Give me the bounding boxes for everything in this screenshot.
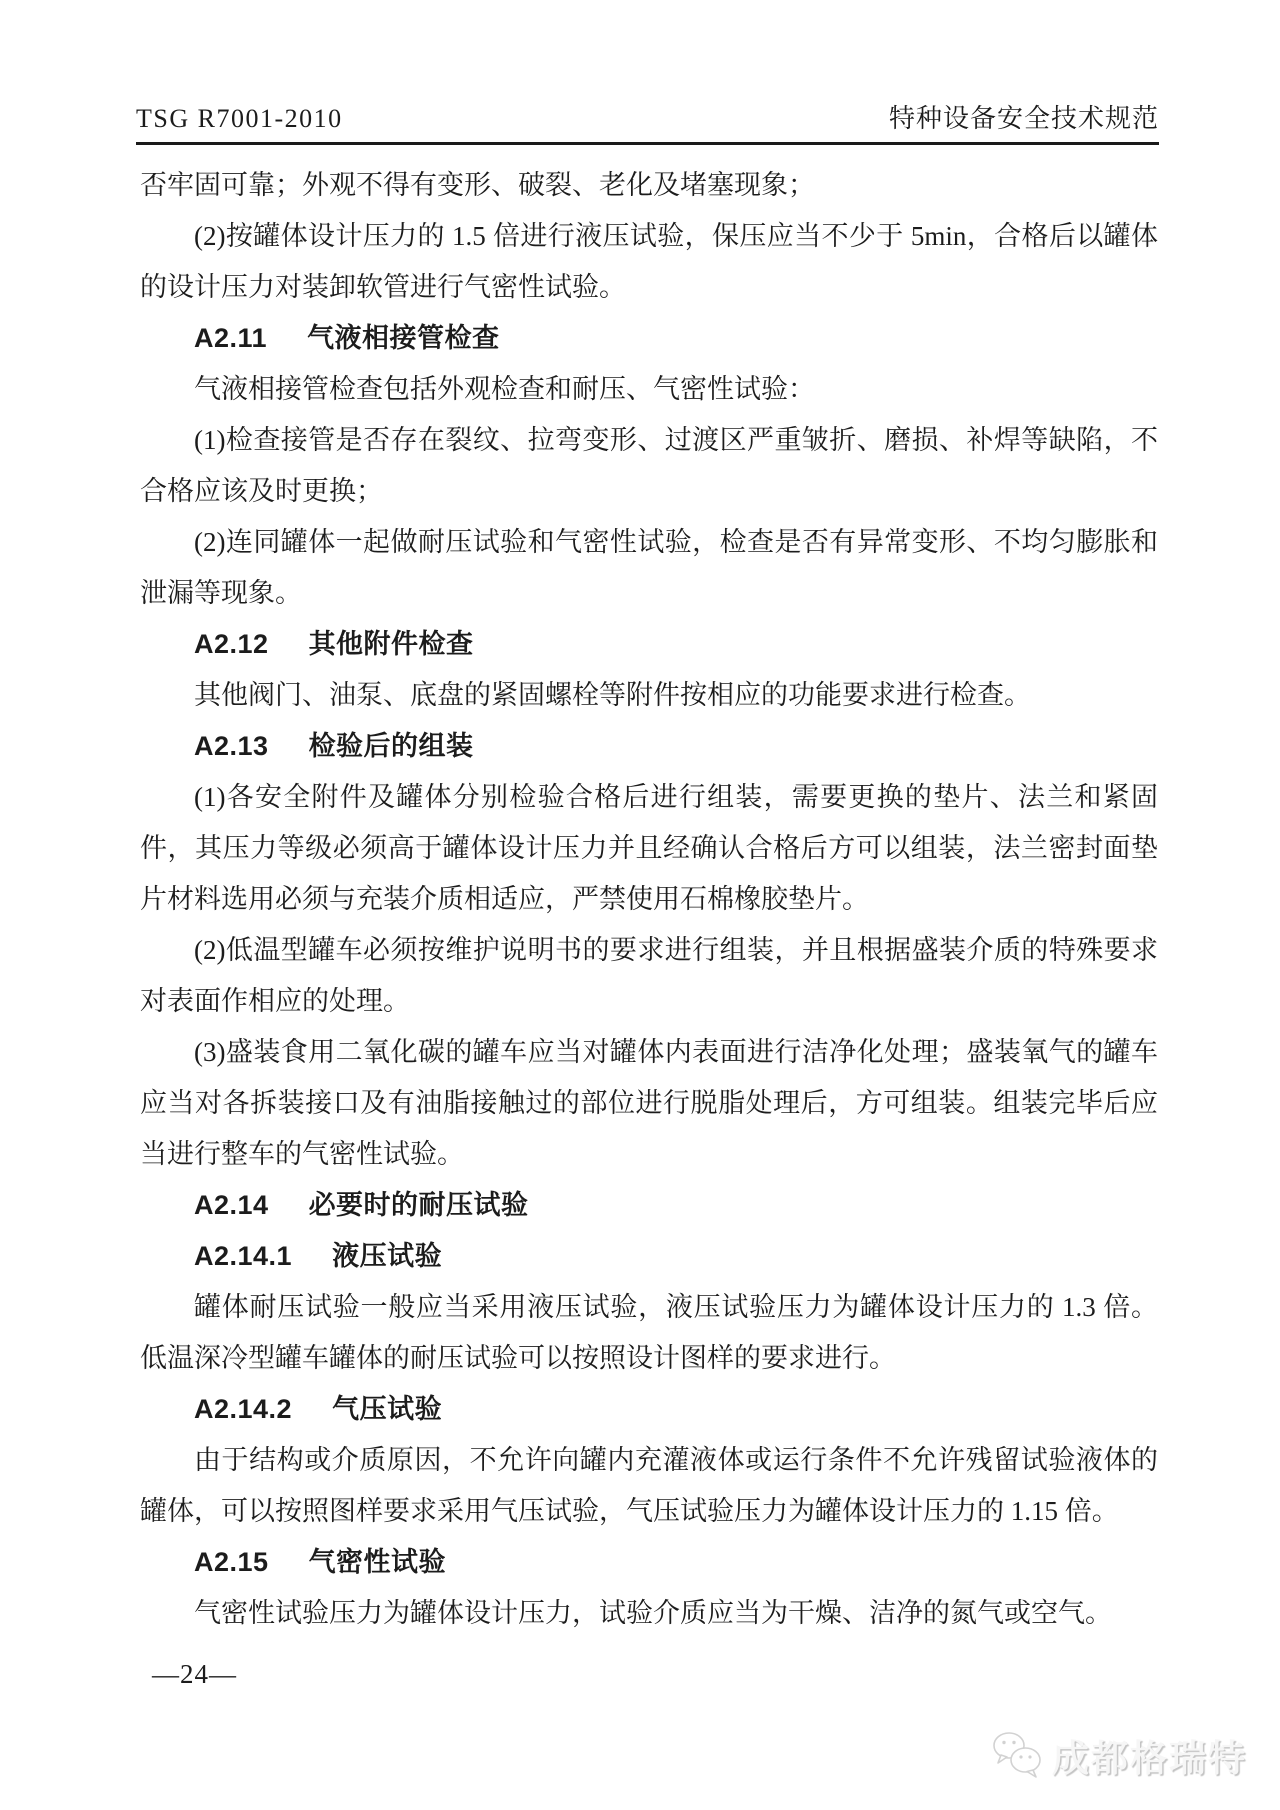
paragraph: (2)连同罐体一起做耐压试验和气密性试验，检查是否有异常变形、不均匀膨胀和泄漏等现象。 bbox=[140, 527, 1158, 608]
section-title: 必要时的耐压试验 bbox=[308, 1190, 529, 1220]
section-title: 其他附件检查 bbox=[308, 629, 474, 659]
paragraph: 否牢固可靠；外观不得有变形、破裂、老化及堵塞现象； bbox=[140, 170, 815, 200]
section-heading bbox=[140, 1384, 1158, 1435]
wechat-chat-bubbles-icon bbox=[991, 1730, 1045, 1780]
section-heading bbox=[140, 313, 1158, 364]
document-body bbox=[140, 160, 1158, 1639]
paragraph: (1)各安全附件及罐体分别检验合格后进行组装，需要更换的垫片、法兰和紧固件，其压力等级必须高于罐体设计压力并且经确认合格后方可以组装，法兰密封面垫片材料选用必须与充装介质相适应，严禁使用石棉橡胶垫片。 bbox=[140, 782, 1158, 914]
page-number: —24— bbox=[152, 1659, 237, 1689]
section-heading bbox=[140, 619, 1158, 670]
section-number: A2.11 bbox=[194, 323, 268, 353]
paragraph: (3)盛装食用二氧化碳的罐车应当对罐体内表面进行洁净化处理；盛装氧气的罐车应当对各拆装接口及有油脂接触过的部位进行脱脂处理后，方可组装。组装完毕后应当进行整车的气密性试验。 bbox=[140, 1037, 1158, 1169]
section-number: A2.12 bbox=[194, 629, 269, 659]
paragraph: 由于结构或介质原因，不允许向罐内充灌液体或运行条件不允许残留试验液体的罐体，可以按照图样要求采用气压试验，气压试验压力为罐体设计压力的 1.15 倍。 bbox=[140, 1445, 1158, 1526]
doc-code: TSG R7001-2010 bbox=[136, 104, 343, 133]
paragraph: (2)按罐体设计压力的 1.5 倍进行液压试验，保压应当不少于 5min，合格后以罐体的设计压力对装卸软管进行气密性试验。 bbox=[140, 221, 1158, 302]
section-heading bbox=[140, 721, 1158, 772]
section-title: 检验后的组装 bbox=[308, 731, 474, 761]
section-number: A2.13 bbox=[194, 731, 269, 761]
paragraph: (1)检查接管是否存在裂纹、拉弯变形、过渡区严重皱折、磨损、补焊等缺陷，不合格应该及时更换； bbox=[140, 425, 1158, 506]
section-number: A2.14.2 bbox=[194, 1394, 293, 1424]
section-heading bbox=[140, 1231, 1158, 1282]
section-title: 气密性试验 bbox=[308, 1547, 447, 1577]
paragraph: 其他阀门、油泵、底盘的紧固螺栓等附件按相应的功能要求进行检查。 bbox=[194, 680, 1031, 710]
section-number: A2.15 bbox=[194, 1547, 269, 1577]
watermark bbox=[991, 1728, 1247, 1782]
section-title: 气压试验 bbox=[332, 1394, 443, 1424]
section-heading bbox=[140, 1537, 1158, 1588]
watermark-text: 成都格瑞特 bbox=[1052, 1738, 1247, 1779]
paragraph: (2)低温型罐车必须按维护说明书的要求进行组装，并且根据盛装介质的特殊要求对表面作相应的处理。 bbox=[140, 935, 1158, 1016]
page-header bbox=[136, 103, 1159, 145]
section-number: A2.14.1 bbox=[194, 1241, 293, 1271]
section-title: 液压试验 bbox=[332, 1241, 443, 1271]
doc-title: 特种设备安全技术规范 bbox=[888, 104, 1159, 133]
paragraph: 气密性试验压力为罐体设计压力，试验介质应当为干燥、洁净的氮气或空气。 bbox=[194, 1598, 1112, 1628]
section-title: 气液相接管检查 bbox=[307, 323, 500, 353]
section-heading bbox=[140, 1180, 1158, 1231]
section-number: A2.14 bbox=[194, 1190, 269, 1220]
paragraph: 罐体耐压试验一般应当采用液压试验，液压试验压力为罐体设计压力的 1.3 倍。低温深冷型罐车罐体的耐压试验可以按照设计图样的要求进行。 bbox=[140, 1292, 1158, 1373]
paragraph: 气液相接管检查包括外观检查和耐压、气密性试验： bbox=[194, 374, 815, 404]
